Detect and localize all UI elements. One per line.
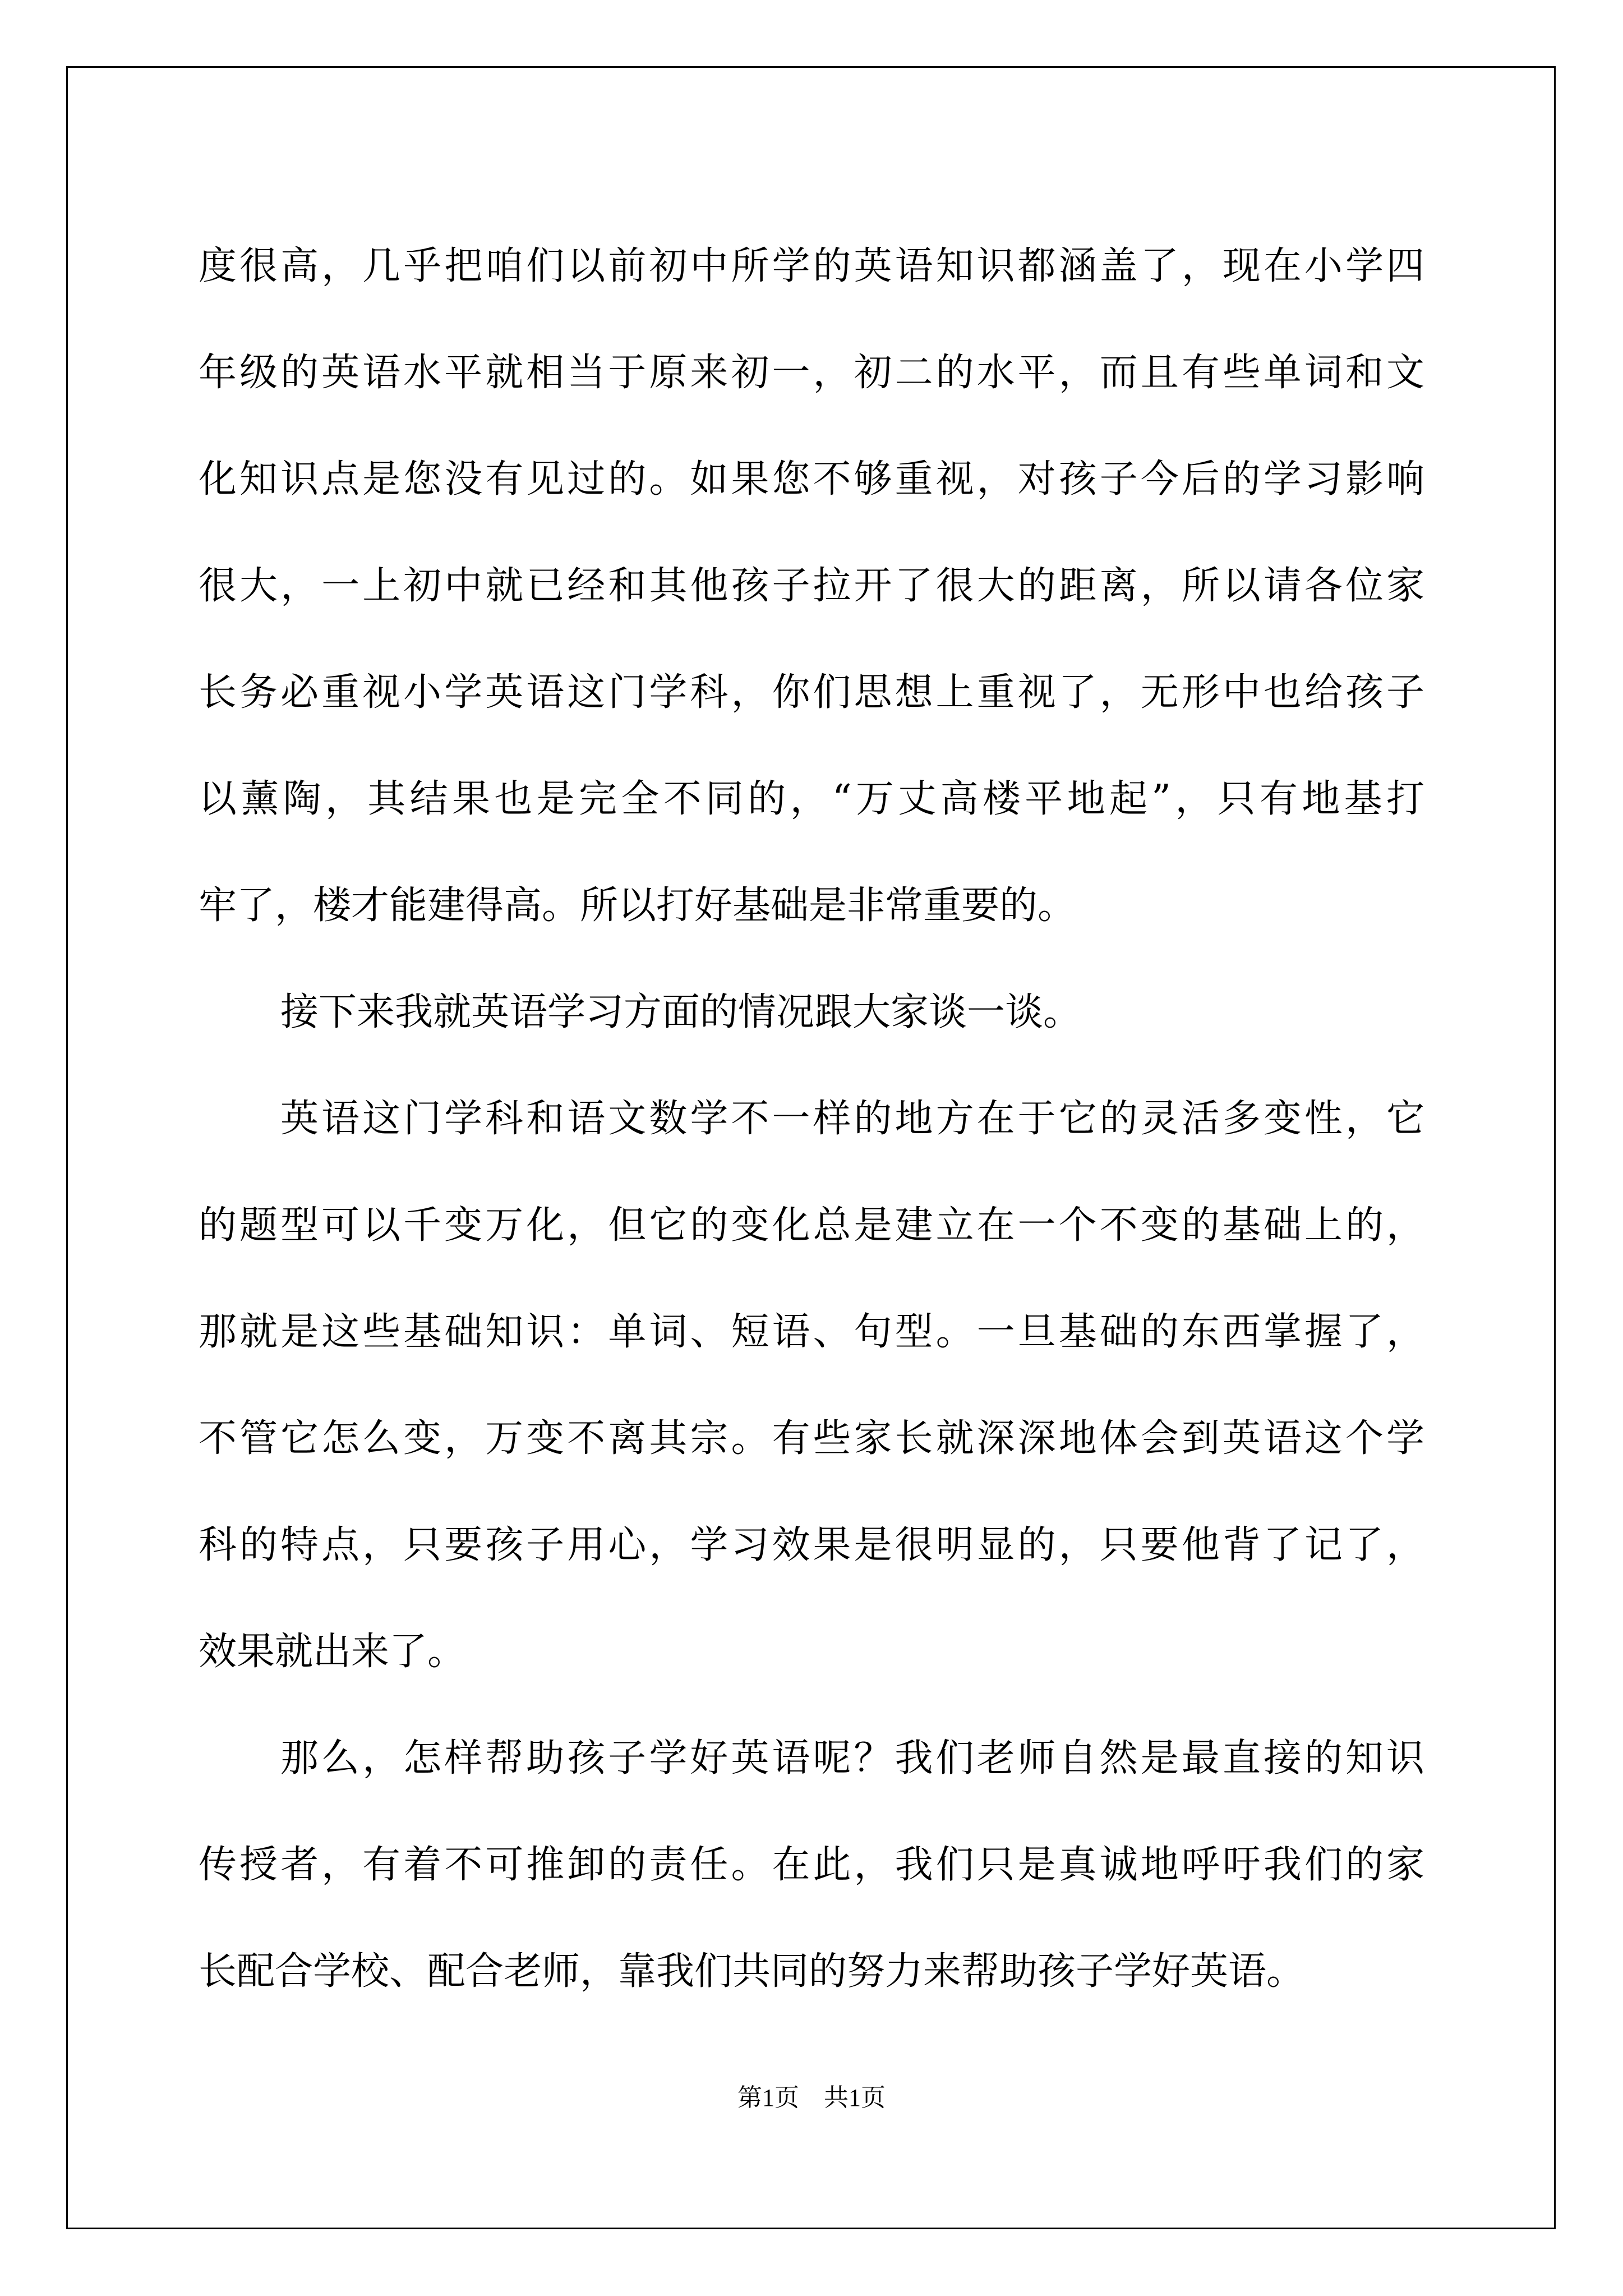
text-line: 化知识点是您没有见过的。如果您不够重视，对孩子今后的学习影响 (199, 457, 1424, 501)
text-line: 年级的英语水平就相当于原来初一，初二的水平，而且有些单词和文 (199, 351, 1424, 395)
page-number-footer: 第1页 共1页 (737, 2084, 886, 2111)
text-line: 很大，一上初中就已经和其他孩子拉开了很大的距离，所以请各位家 (199, 564, 1424, 608)
text-line: 度很高，几乎把咱们以前初中所学的英语知识都涵盖了，现在小学四 (199, 244, 1424, 288)
text-line: 长配合学校、配合老师，靠我们共同的努力来帮助孩子学好英语。 (199, 1949, 1305, 1994)
text-line: 效果就出来了。 (199, 1630, 466, 1674)
text-line: 以薰陶，其结果也是完全不同的，“万丈高楼平地起”，只有地基打 (199, 777, 1424, 821)
text-line: 不管它怎么变，万变不离其宗。有些家长就深深地体会到英语这个学 (199, 1416, 1424, 1461)
paragraph-start-line: 英语这门学科和语文数学不一样的地方在于它的灵活多变性，它 (280, 1097, 1424, 1141)
text-line: 那就是这些基础知识：单词、短语、句型。一旦基础的东西掌握了， (199, 1310, 1424, 1354)
paragraph-start-line: 接下来我就英语学习方面的情况跟大家谈一谈。 (280, 990, 1082, 1034)
text-line: 科的特点，只要孩子用心，学习效果是很明显的，只要他背了记了， (199, 1523, 1424, 1567)
text-line: 的题型可以千变万化，但它的变化总是建立在一个不变的基础上的， (199, 1203, 1424, 1248)
text-line: 传授者，有着不可推卸的责任。在此，我们只是真诚地呼吁我们的家 (199, 1843, 1424, 1887)
document-body (199, 213, 1424, 2025)
paragraph-start-line: 那么，怎样帮助孩子学好英语呢？我们老师自然是最直接的知识 (280, 1736, 1424, 1780)
text-line: 牢了，楼才能建得高。所以打好基础是非常重要的。 (199, 884, 1076, 928)
text-line: 长务必重视小学英语这门学科，你们思想上重视了，无形中也给孩子 (199, 670, 1424, 715)
